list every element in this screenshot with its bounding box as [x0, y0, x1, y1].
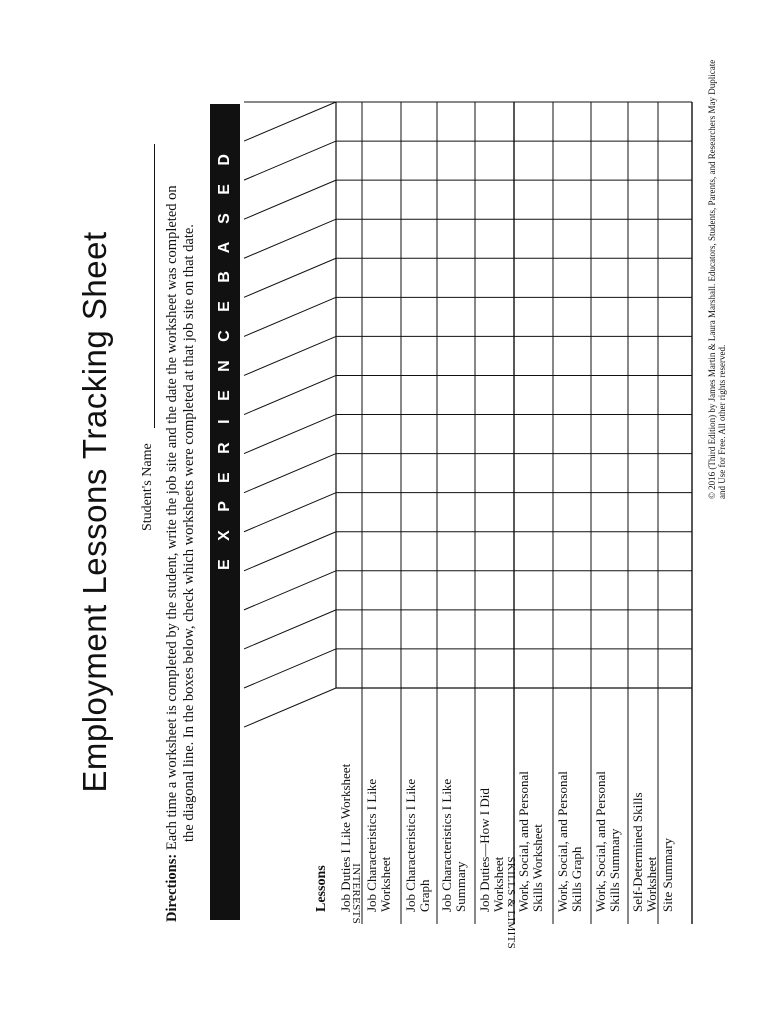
check-box-cell[interactable] — [592, 650, 627, 687]
check-box-cell[interactable] — [554, 533, 590, 570]
check-box-cell[interactable] — [515, 533, 552, 570]
check-box-cell[interactable] — [515, 494, 552, 531]
check-box-cell[interactable] — [337, 650, 361, 687]
check-box-cell[interactable] — [554, 455, 590, 492]
diagonal-date-line — [244, 454, 336, 493]
check-box-cell[interactable] — [659, 572, 691, 609]
check-box-cell[interactable] — [363, 455, 400, 492]
check-box-cell[interactable] — [402, 142, 436, 179]
check-box-cell[interactable] — [554, 650, 590, 687]
check-box-cell[interactable] — [659, 220, 691, 257]
diagonal-date-line — [244, 141, 336, 180]
check-box-cell[interactable] — [629, 337, 657, 374]
check-box-cell[interactable] — [337, 416, 361, 453]
check-box-cell[interactable] — [629, 572, 657, 609]
check-box-cell[interactable] — [629, 533, 657, 570]
check-box-cell[interactable] — [402, 103, 436, 140]
check-box-cell[interactable] — [438, 181, 474, 218]
check-box-cell[interactable] — [402, 259, 436, 296]
check-box-cell[interactable] — [438, 142, 474, 179]
check-box-cell[interactable] — [337, 337, 361, 374]
check-box-cell[interactable] — [515, 455, 552, 492]
check-box-cell[interactable] — [337, 572, 361, 609]
lesson-label: Job Characteristics I Like Summary — [439, 778, 468, 912]
check-box-cell[interactable] — [629, 259, 657, 296]
check-box-cell[interactable] — [476, 181, 513, 218]
check-box-cell[interactable] — [402, 220, 436, 257]
check-box-cell[interactable] — [402, 337, 436, 374]
check-box-cell[interactable] — [402, 572, 436, 609]
diagonal-date-line — [244, 102, 336, 141]
check-box-cell[interactable] — [476, 416, 513, 453]
check-box-cell[interactable] — [515, 103, 552, 140]
check-box-cell[interactable] — [363, 259, 400, 296]
check-box-cell[interactable] — [629, 103, 657, 140]
check-box-cell[interactable] — [402, 455, 436, 492]
check-box-cell[interactable] — [363, 416, 400, 453]
check-box-cell[interactable] — [592, 220, 627, 257]
check-box-cell[interactable] — [592, 142, 627, 179]
check-box-cell[interactable] — [363, 298, 400, 335]
check-box-cell[interactable] — [363, 494, 400, 531]
check-box-cell[interactable] — [337, 103, 361, 140]
check-box-cell[interactable] — [337, 494, 361, 531]
check-box-cell[interactable] — [515, 376, 552, 413]
check-box-cell[interactable] — [363, 611, 400, 648]
check-box-cell[interactable] — [629, 376, 657, 413]
check-box-cell[interactable] — [554, 142, 590, 179]
check-box-cell[interactable] — [659, 494, 691, 531]
check-box-cell[interactable] — [438, 494, 474, 531]
check-box-cell[interactable] — [363, 220, 400, 257]
check-box-cell[interactable] — [476, 572, 513, 609]
check-box-cell[interactable] — [438, 611, 474, 648]
lesson-label: Site Summary — [660, 837, 675, 912]
check-box-cell[interactable] — [402, 650, 436, 687]
lessons-header: Lessons — [314, 865, 329, 912]
check-box-cell[interactable] — [337, 455, 361, 492]
check-box-cell[interactable] — [659, 298, 691, 335]
check-box-cell[interactable] — [592, 181, 627, 218]
check-box-cell[interactable] — [438, 650, 474, 687]
check-box-cell[interactable] — [476, 259, 513, 296]
check-box-cell[interactable] — [659, 337, 691, 374]
check-box-cell[interactable] — [438, 533, 474, 570]
check-box-cell[interactable] — [554, 181, 590, 218]
check-box-cell[interactable] — [592, 298, 627, 335]
check-box-cell[interactable] — [476, 455, 513, 492]
diagonal-date-line — [244, 219, 336, 258]
check-box-cell[interactable] — [438, 455, 474, 492]
check-box-cell[interactable] — [402, 611, 436, 648]
check-box-cell[interactable] — [659, 455, 691, 492]
check-box-cell[interactable] — [363, 142, 400, 179]
check-box-cell[interactable] — [592, 494, 627, 531]
check-box-cell[interactable] — [476, 220, 513, 257]
check-box-cell[interactable] — [629, 298, 657, 335]
check-box-cell[interactable] — [659, 611, 691, 648]
check-box-cell[interactable] — [629, 611, 657, 648]
check-box-cell[interactable] — [592, 337, 627, 374]
check-box-cell[interactable] — [337, 298, 361, 335]
check-box-cell[interactable] — [659, 533, 691, 570]
directions-text: Directions: Each time a worksheet is completed by the student, write the job site and the date the worksheet was completed on the diagonal line. In the boxes below, check which worksheets were completed at that job site on that date. — [164, 97, 198, 922]
check-box-cell[interactable] — [515, 572, 552, 609]
diagonal-date-line — [244, 571, 336, 610]
check-box-cell[interactable] — [438, 376, 474, 413]
check-box-cell[interactable] — [476, 494, 513, 531]
check-box-cell[interactable] — [629, 416, 657, 453]
check-box-cell[interactable] — [337, 611, 361, 648]
check-box-cell[interactable] — [476, 611, 513, 648]
lesson-label: Job Characteristics I Like Worksheet — [364, 778, 393, 912]
check-box-cell[interactable] — [515, 259, 552, 296]
lesson-label: Job Duties—How I Did Worksheet — [477, 788, 506, 912]
check-box-cell[interactable] — [438, 572, 474, 609]
category-skills-limits: SKILLS & LIMITS — [505, 856, 517, 949]
check-box-cell[interactable] — [515, 337, 552, 374]
diagonal-date-line — [244, 180, 336, 219]
check-box-cell[interactable] — [363, 572, 400, 609]
check-box-cell[interactable] — [629, 455, 657, 492]
copyright-notice: © 2016 (Third Edition) by James Martin & Laura Marshall. Educators, Students, Parents, and Researchers May Duplicate and Use for Free. All other rights reserved. — [707, 59, 727, 499]
lesson-label: Job Characteristics I Like Graph — [403, 778, 432, 912]
diagonal-date-line — [244, 532, 336, 571]
diagonal-date-line — [244, 688, 336, 727]
check-box-cell[interactable] — [402, 298, 436, 335]
check-box-cell[interactable] — [659, 376, 691, 413]
check-box-cell[interactable] — [438, 416, 474, 453]
check-box-cell[interactable] — [554, 611, 590, 648]
check-box-cell[interactable] — [592, 455, 627, 492]
check-box-cell[interactable] — [592, 533, 627, 570]
check-box-cell[interactable] — [592, 103, 627, 140]
check-box-cell[interactable] — [515, 142, 552, 179]
diagonal-date-line — [244, 297, 336, 336]
check-box-cell[interactable] — [554, 103, 590, 140]
experience-based-label: E X P E R I E N C E B A S E D — [216, 147, 233, 570]
check-box-cell[interactable] — [402, 533, 436, 570]
diagonal-date-line — [244, 610, 336, 649]
check-box-cell[interactable] — [363, 103, 400, 140]
lesson-label: Job Duties I Like Worksheet — [338, 763, 353, 912]
check-box-cell[interactable] — [554, 416, 590, 453]
check-box-cell[interactable] — [515, 416, 552, 453]
check-box-cell[interactable] — [659, 103, 691, 140]
check-box-cell[interactable] — [363, 376, 400, 413]
check-box-cell[interactable] — [659, 650, 691, 687]
check-box-cell[interactable] — [438, 220, 474, 257]
check-box-cell[interactable] — [592, 416, 627, 453]
diagonal-date-line — [244, 493, 336, 532]
directions-label: Directions — [164, 858, 180, 922]
check-box-cell[interactable] — [476, 337, 513, 374]
page-title: Employment Lessons Tracking Sheet — [76, 231, 113, 793]
check-box-cell[interactable] — [659, 142, 691, 179]
diagonal-date-line — [244, 258, 336, 297]
check-box-cell[interactable] — [337, 259, 361, 296]
check-box-cell[interactable] — [554, 259, 590, 296]
check-box-cell[interactable] — [337, 376, 361, 413]
check-box-cell[interactable] — [337, 533, 361, 570]
check-box-cell[interactable] — [337, 181, 361, 218]
check-box-cell[interactable] — [363, 533, 400, 570]
check-box-cell[interactable] — [402, 416, 436, 453]
lesson-label: Work, Social, and Personal Skills Summary — [593, 771, 622, 912]
check-box-cell[interactable] — [629, 181, 657, 218]
check-box-cell[interactable] — [515, 611, 552, 648]
check-box-cell[interactable] — [592, 572, 627, 609]
check-box-cell[interactable] — [476, 142, 513, 179]
check-box-cell[interactable] — [476, 103, 513, 140]
check-box-cell[interactable] — [554, 376, 590, 413]
check-box-cell[interactable] — [592, 611, 627, 648]
check-box-cell[interactable] — [629, 220, 657, 257]
check-box-cell[interactable] — [554, 494, 590, 531]
check-box-cell[interactable] — [476, 376, 513, 413]
diagonal-date-line — [244, 336, 336, 375]
check-box-cell[interactable] — [629, 142, 657, 179]
check-box-cell[interactable] — [363, 337, 400, 374]
directions-line-2: the diagonal line. In the boxes below, check which worksheets were completed at that job site on that date. — [181, 224, 197, 842]
check-box-cell[interactable] — [554, 572, 590, 609]
directions-line-1: Each time a worksheet is completed by the student, write the job site and the date the worksheet was completed on — [164, 185, 180, 851]
check-box-cell[interactable] — [476, 533, 513, 570]
check-box-cell[interactable] — [515, 298, 552, 335]
check-box-cell[interactable] — [363, 650, 400, 687]
diagonal-date-line — [244, 415, 336, 454]
check-box-cell[interactable] — [554, 337, 590, 374]
diagonal-date-line — [244, 375, 336, 414]
check-box-cell[interactable] — [659, 181, 691, 218]
check-box-cell[interactable] — [402, 376, 436, 413]
check-box-cell[interactable] — [659, 259, 691, 296]
check-box-cell[interactable] — [337, 220, 361, 257]
check-box-cell[interactable] — [554, 220, 590, 257]
check-box-cell[interactable] — [629, 494, 657, 531]
check-box-cell[interactable] — [402, 181, 436, 218]
check-box-cell[interactable] — [592, 259, 627, 296]
check-box-cell[interactable] — [438, 259, 474, 296]
check-box-cell[interactable] — [592, 376, 627, 413]
check-box-cell[interactable] — [438, 103, 474, 140]
check-box-cell[interactable] — [402, 494, 436, 531]
check-box-cell[interactable] — [515, 650, 552, 687]
check-box-cell[interactable] — [659, 416, 691, 453]
check-box-cell[interactable] — [515, 220, 552, 257]
check-box-cell[interactable] — [515, 181, 552, 218]
check-box-cell[interactable] — [438, 298, 474, 335]
check-box-cell[interactable] — [337, 142, 361, 179]
check-box-cell[interactable] — [476, 298, 513, 335]
student-name-label: Student's Name — [140, 443, 155, 531]
category-interests: INTERESTS — [350, 863, 362, 924]
check-box-cell[interactable] — [363, 181, 400, 218]
lesson-label: Self-Determined Skills Worksheet — [630, 792, 659, 912]
check-box-cell[interactable] — [629, 650, 657, 687]
check-box-cell[interactable] — [438, 337, 474, 374]
check-box-cell[interactable] — [554, 298, 590, 335]
diagonal-date-line — [244, 649, 336, 688]
check-box-cell[interactable] — [476, 650, 513, 687]
lesson-label: Work, Social, and Personal Skills Graph — [555, 771, 584, 912]
lesson-label: Work, Social, and Personal Skills Worksheet — [516, 771, 545, 912]
